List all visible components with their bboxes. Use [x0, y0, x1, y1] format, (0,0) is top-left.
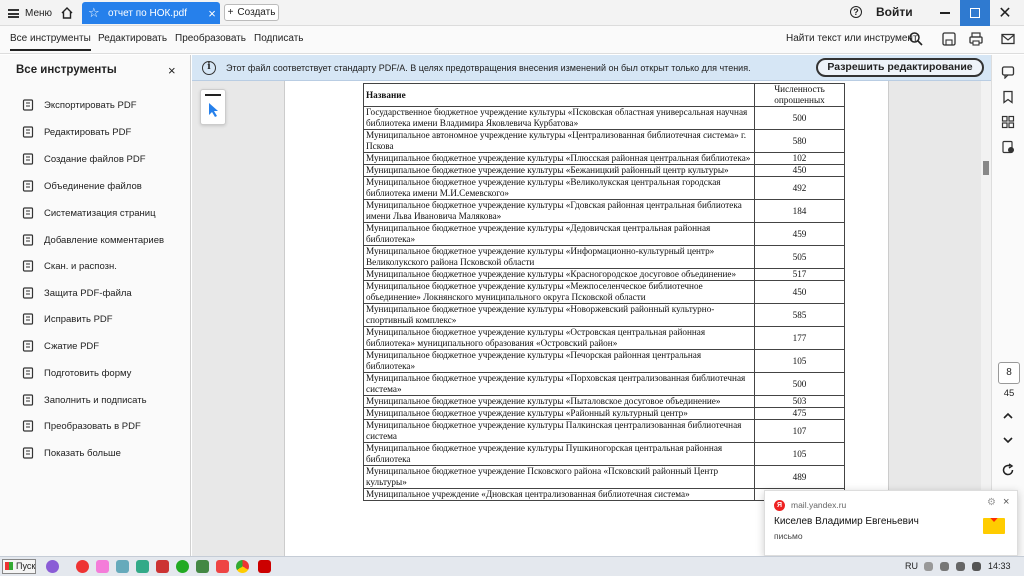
tab-edit[interactable]: Редактировать [98, 33, 168, 44]
close-window-button[interactable]: ✕ [998, 5, 1012, 22]
tool-item-label: Добавление комментариев [44, 234, 165, 246]
tool-item-label: Создание файлов PDF [44, 153, 146, 165]
tool-item[interactable] [22, 418, 141, 434]
save-icon[interactable] [941, 31, 957, 47]
institution-name: Муниципальное бюджетное учреждение культуры «Информационно-культурный центр» Великолукского района Псковской области [364, 246, 755, 269]
tool-item[interactable] [22, 392, 147, 408]
thumbnails-icon[interactable] [1001, 115, 1015, 129]
tab-title: отчет по НОК.pdf [108, 7, 187, 19]
institution-name: Муниципальное бюджетное учреждение культуры «Дедовичская центральная районная библиотека» [364, 223, 755, 246]
protect-icon [22, 287, 36, 299]
pdfa-info-bar [192, 55, 991, 81]
tool-item[interactable] [22, 311, 113, 327]
floating-tool-palette [200, 89, 226, 125]
app-icon-3[interactable] [96, 560, 109, 573]
respondent-count: 107 [755, 420, 845, 443]
table-row [364, 246, 845, 269]
table-row [364, 373, 845, 396]
tray-icon-3[interactable] [956, 562, 965, 571]
email-icon[interactable] [1000, 31, 1016, 47]
institution-name: Муниципальное бюджетное учреждение культуры Палкинская централизованная библиотечная система [364, 420, 755, 443]
yandex-logo-icon: Я [774, 500, 785, 511]
tool-item-label: Преобразовать в PDF [44, 420, 141, 432]
comment-icon [22, 234, 36, 246]
tool-item[interactable] [22, 205, 156, 221]
institution-name: Муниципальное бюджетное учреждение культуры «Печорская районная центральная библиотека» [364, 350, 755, 373]
document-scrollbar[interactable] [981, 81, 991, 556]
table-row [364, 177, 845, 200]
combine-icon [22, 180, 36, 192]
respondent-count: 492 [755, 177, 845, 200]
tool-item[interactable] [22, 285, 132, 301]
tray-icon-1[interactable] [924, 562, 933, 571]
convert-icon [22, 420, 36, 432]
organize-icon [22, 207, 36, 219]
tool-item-label: Показать больше [44, 447, 121, 459]
respondent-count: 184 [755, 200, 845, 223]
star-icon[interactable]: ☆ [88, 5, 100, 20]
institution-name: Муниципальное бюджетное учреждение культуры «Порховская централизованная библиотечная система» [364, 373, 755, 396]
institution-name: Муниципальное бюджетное учреждение культуры «Новоржевский районный культурно- спортивный комплекс» [364, 304, 755, 327]
select-cursor-icon[interactable] [207, 102, 221, 118]
table-row [364, 327, 845, 350]
table-row [364, 281, 845, 304]
tool-item-label: Защита PDF-файла [44, 287, 132, 299]
tool-item-label: Подготовить форму [44, 367, 132, 379]
header-name: Название [364, 84, 755, 107]
notification-subtitle: письмо [774, 531, 803, 541]
tab-all-tools[interactable]: Все инструменты [10, 33, 91, 51]
tool-item-label: Исправить PDF [44, 313, 113, 325]
yandex-icon[interactable] [156, 560, 169, 573]
tool-item-label: Сжатие PDF [44, 340, 100, 352]
table-row [364, 420, 845, 443]
chevron-down-icon[interactable] [1001, 433, 1015, 447]
institution-name: Муниципальное бюджетное учреждение культуры «Пыталовское досуговое объединение» [364, 396, 755, 408]
app-icon-8[interactable] [196, 560, 209, 573]
right-rail [991, 55, 1024, 556]
survey-table [363, 83, 845, 501]
document-view[interactable] [192, 81, 991, 556]
refresh-icon[interactable] [1001, 463, 1015, 477]
panel-title: Все инструменты [16, 64, 117, 76]
table-row [364, 223, 845, 246]
table-row [364, 165, 845, 177]
home-icon [60, 6, 74, 20]
respondent-count: 500 [755, 107, 845, 130]
create-button[interactable] [224, 4, 279, 21]
respondent-count: 105 [755, 443, 845, 466]
info-message: Этот файл соответствует стандарту PDF/A. В целях предотвращения внесения изменений он был открыт только для чтения. [226, 63, 751, 73]
tool-item-label: Скан. и распозн. [44, 260, 117, 272]
current-page-input[interactable]: 8 [998, 362, 1020, 384]
tool-item[interactable] [22, 97, 137, 113]
institution-name: Муниципальное бюджетное учреждение культуры Пушкиногорская центральная районная библиотека [364, 443, 755, 466]
acrobat-icon[interactable] [258, 560, 271, 573]
envelope-icon [983, 518, 1005, 534]
institution-name: Муниципальное бюджетное учреждение Псковского района «Псковский районный Центр культуры» [364, 466, 755, 489]
tool-item[interactable] [22, 445, 121, 461]
volume-icon[interactable] [972, 562, 981, 571]
table-row [364, 443, 845, 466]
close-tab-icon[interactable]: × [208, 5, 216, 21]
institution-name: Муниципальное бюджетное учреждение культуры «Бежаницкий районный центр культуры» [364, 165, 755, 177]
tool-item[interactable] [22, 178, 142, 194]
signin-button[interactable]: Войти [876, 5, 913, 19]
institution-name: Муниципальное бюджетное учреждение культуры «Островская центральная районная библиотека» муниципального образования «Островский район» [364, 327, 755, 350]
app-icon-1[interactable] [46, 560, 59, 573]
scan-icon [22, 260, 36, 272]
all-tools-panel [0, 55, 191, 556]
app-icon-7[interactable] [176, 560, 189, 573]
respondent-count: 489 [755, 466, 845, 489]
plus-icon: + [227, 7, 234, 18]
create-label: Создать [237, 7, 276, 18]
tool-item-label: Редактировать PDF [44, 126, 132, 138]
respondent-count: 585 [755, 304, 845, 327]
chrome-icon[interactable] [236, 560, 249, 573]
tool-item[interactable] [22, 365, 131, 381]
tab-convert[interactable]: Преобразовать [175, 33, 246, 44]
export-icon [22, 99, 36, 111]
tray-icon-2[interactable] [940, 562, 949, 571]
respondent-count: 475 [755, 408, 845, 420]
respondent-count: 450 [755, 165, 845, 177]
table-row [364, 396, 845, 408]
document-tab[interactable] [82, 2, 220, 24]
respondent-count: 580 [755, 130, 845, 153]
opera-icon[interactable] [76, 560, 89, 573]
table-row [364, 304, 845, 327]
bookmark-icon[interactable] [1001, 90, 1015, 104]
respondent-count: 450 [755, 281, 845, 304]
print-icon[interactable] [968, 31, 984, 47]
table-row [364, 153, 845, 165]
tool-item[interactable] [22, 258, 117, 274]
table-row [364, 350, 845, 373]
info-icon: i [202, 61, 216, 75]
chevron-up-icon[interactable] [1001, 409, 1015, 423]
scrollbar-thumb[interactable] [983, 161, 989, 175]
respondent-count: 500 [755, 373, 845, 396]
notification-source: mail.yandex.ru [791, 500, 847, 510]
tool-item-label: Заполнить и подписать [44, 394, 147, 406]
mail-notification[interactable] [764, 490, 1018, 556]
app-icon-4[interactable] [116, 560, 129, 573]
redact-icon [22, 313, 36, 325]
find-tool-label[interactable]: Найти текст или инструмент [786, 33, 918, 44]
app-icon-5[interactable] [136, 560, 149, 573]
taskbar [0, 556, 1024, 576]
hamburger-icon [8, 9, 19, 18]
create-pdf-icon [22, 153, 36, 165]
menu-button[interactable] [8, 5, 52, 21]
respondent-count: 505 [755, 246, 845, 269]
institution-name: Государственное бюджетное учреждение культуры «Псковская областная универсальная научная библиотека имени Владимира Яковлевича Курбатова» [364, 107, 755, 130]
app-icon-9[interactable] [216, 560, 229, 573]
enable-editing-button[interactable]: Разрешить редактирование [816, 58, 984, 77]
tool-item[interactable] [22, 338, 99, 354]
respondent-count: 459 [755, 223, 845, 246]
tool-item-label: Экспортировать PDF [44, 99, 137, 111]
tool-item-label: Объединение файлов [44, 180, 142, 192]
table-row [364, 200, 845, 223]
start-button[interactable]: Пуск [2, 559, 36, 574]
clock: 14:33 [988, 561, 1011, 571]
institution-name: Муниципальное автономное учреждение культуры «Централизованная библиотечная система» г. Пскова [364, 130, 755, 153]
institution-name: Муниципальное бюджетное учреждение культуры «Красногородское досуговое объединение» [364, 269, 755, 281]
notification-sender: Киселев Владимир Евгеньевич [774, 516, 919, 527]
institution-name: Муниципальное учреждение «Дновская централизованная библиотечная система» [364, 489, 755, 501]
close-notification-icon[interactable]: × [1003, 496, 1010, 508]
institution-name: Муниципальное бюджетное учреждение культуры «Гдовская районная центральная библиотека имени Льва Ивановича Малякова» [364, 200, 755, 223]
comment-panel-icon[interactable] [1001, 65, 1015, 79]
pdf-page [284, 81, 889, 556]
tool-item-label: Систематизация страниц [44, 207, 156, 219]
table-row [364, 269, 845, 281]
institution-name: Муниципальное бюджетное учреждение культуры «Районный культурный центр» [364, 408, 755, 420]
tool-item[interactable] [22, 124, 131, 140]
tool-item[interactable] [22, 151, 146, 167]
edit-icon [22, 126, 36, 138]
respondent-count: 105 [755, 350, 845, 373]
institution-name: Муниципальное бюджетное учреждение культуры «Великолукская центральная городская библиотека имени М.И.Семевского» [364, 177, 755, 200]
respondent-count: 177 [755, 327, 845, 350]
institution-name: Муниципальное бюджетное учреждение культуры «Межпоселенческое библиотечное объединение» Локнянского муниципального округа Псковской области [364, 281, 755, 304]
main-toolbar [0, 26, 1024, 54]
home-button[interactable] [56, 3, 78, 23]
total-pages: 45 [1003, 388, 1015, 399]
table-row [364, 130, 845, 153]
sign-icon [22, 394, 36, 406]
table-header-row [364, 84, 845, 107]
tool-item[interactable] [22, 232, 164, 248]
gear-icon[interactable]: ⚙ [987, 497, 996, 508]
menu-label: Меню [25, 7, 53, 19]
attachments-icon[interactable] [1001, 140, 1015, 154]
form-icon [22, 367, 36, 379]
language-indicator[interactable]: RU [905, 561, 918, 571]
search-icon[interactable] [908, 31, 924, 47]
header-count: Численность опрошенных [755, 84, 845, 107]
wrench-icon [22, 447, 36, 459]
maximize-button[interactable] [960, 0, 990, 26]
close-panel-icon[interactable]: × [168, 63, 176, 78]
institution-name: Муниципальное бюджетное учреждение культуры «Плюсская районная центральная библиотека» [364, 153, 755, 165]
table-row [364, 408, 845, 420]
tab-sign[interactable]: Подписать [254, 33, 304, 44]
respondent-count: 503 [755, 396, 845, 408]
table-row [364, 107, 845, 130]
palette-handle[interactable] [205, 94, 221, 96]
compress-icon [22, 340, 36, 352]
respondent-count: 517 [755, 269, 845, 281]
respondent-count: 102 [755, 153, 845, 165]
table-row [364, 466, 845, 489]
help-icon[interactable]: ? [850, 6, 862, 18]
title-bar [0, 0, 1024, 26]
minimize-button[interactable] [930, 5, 960, 21]
